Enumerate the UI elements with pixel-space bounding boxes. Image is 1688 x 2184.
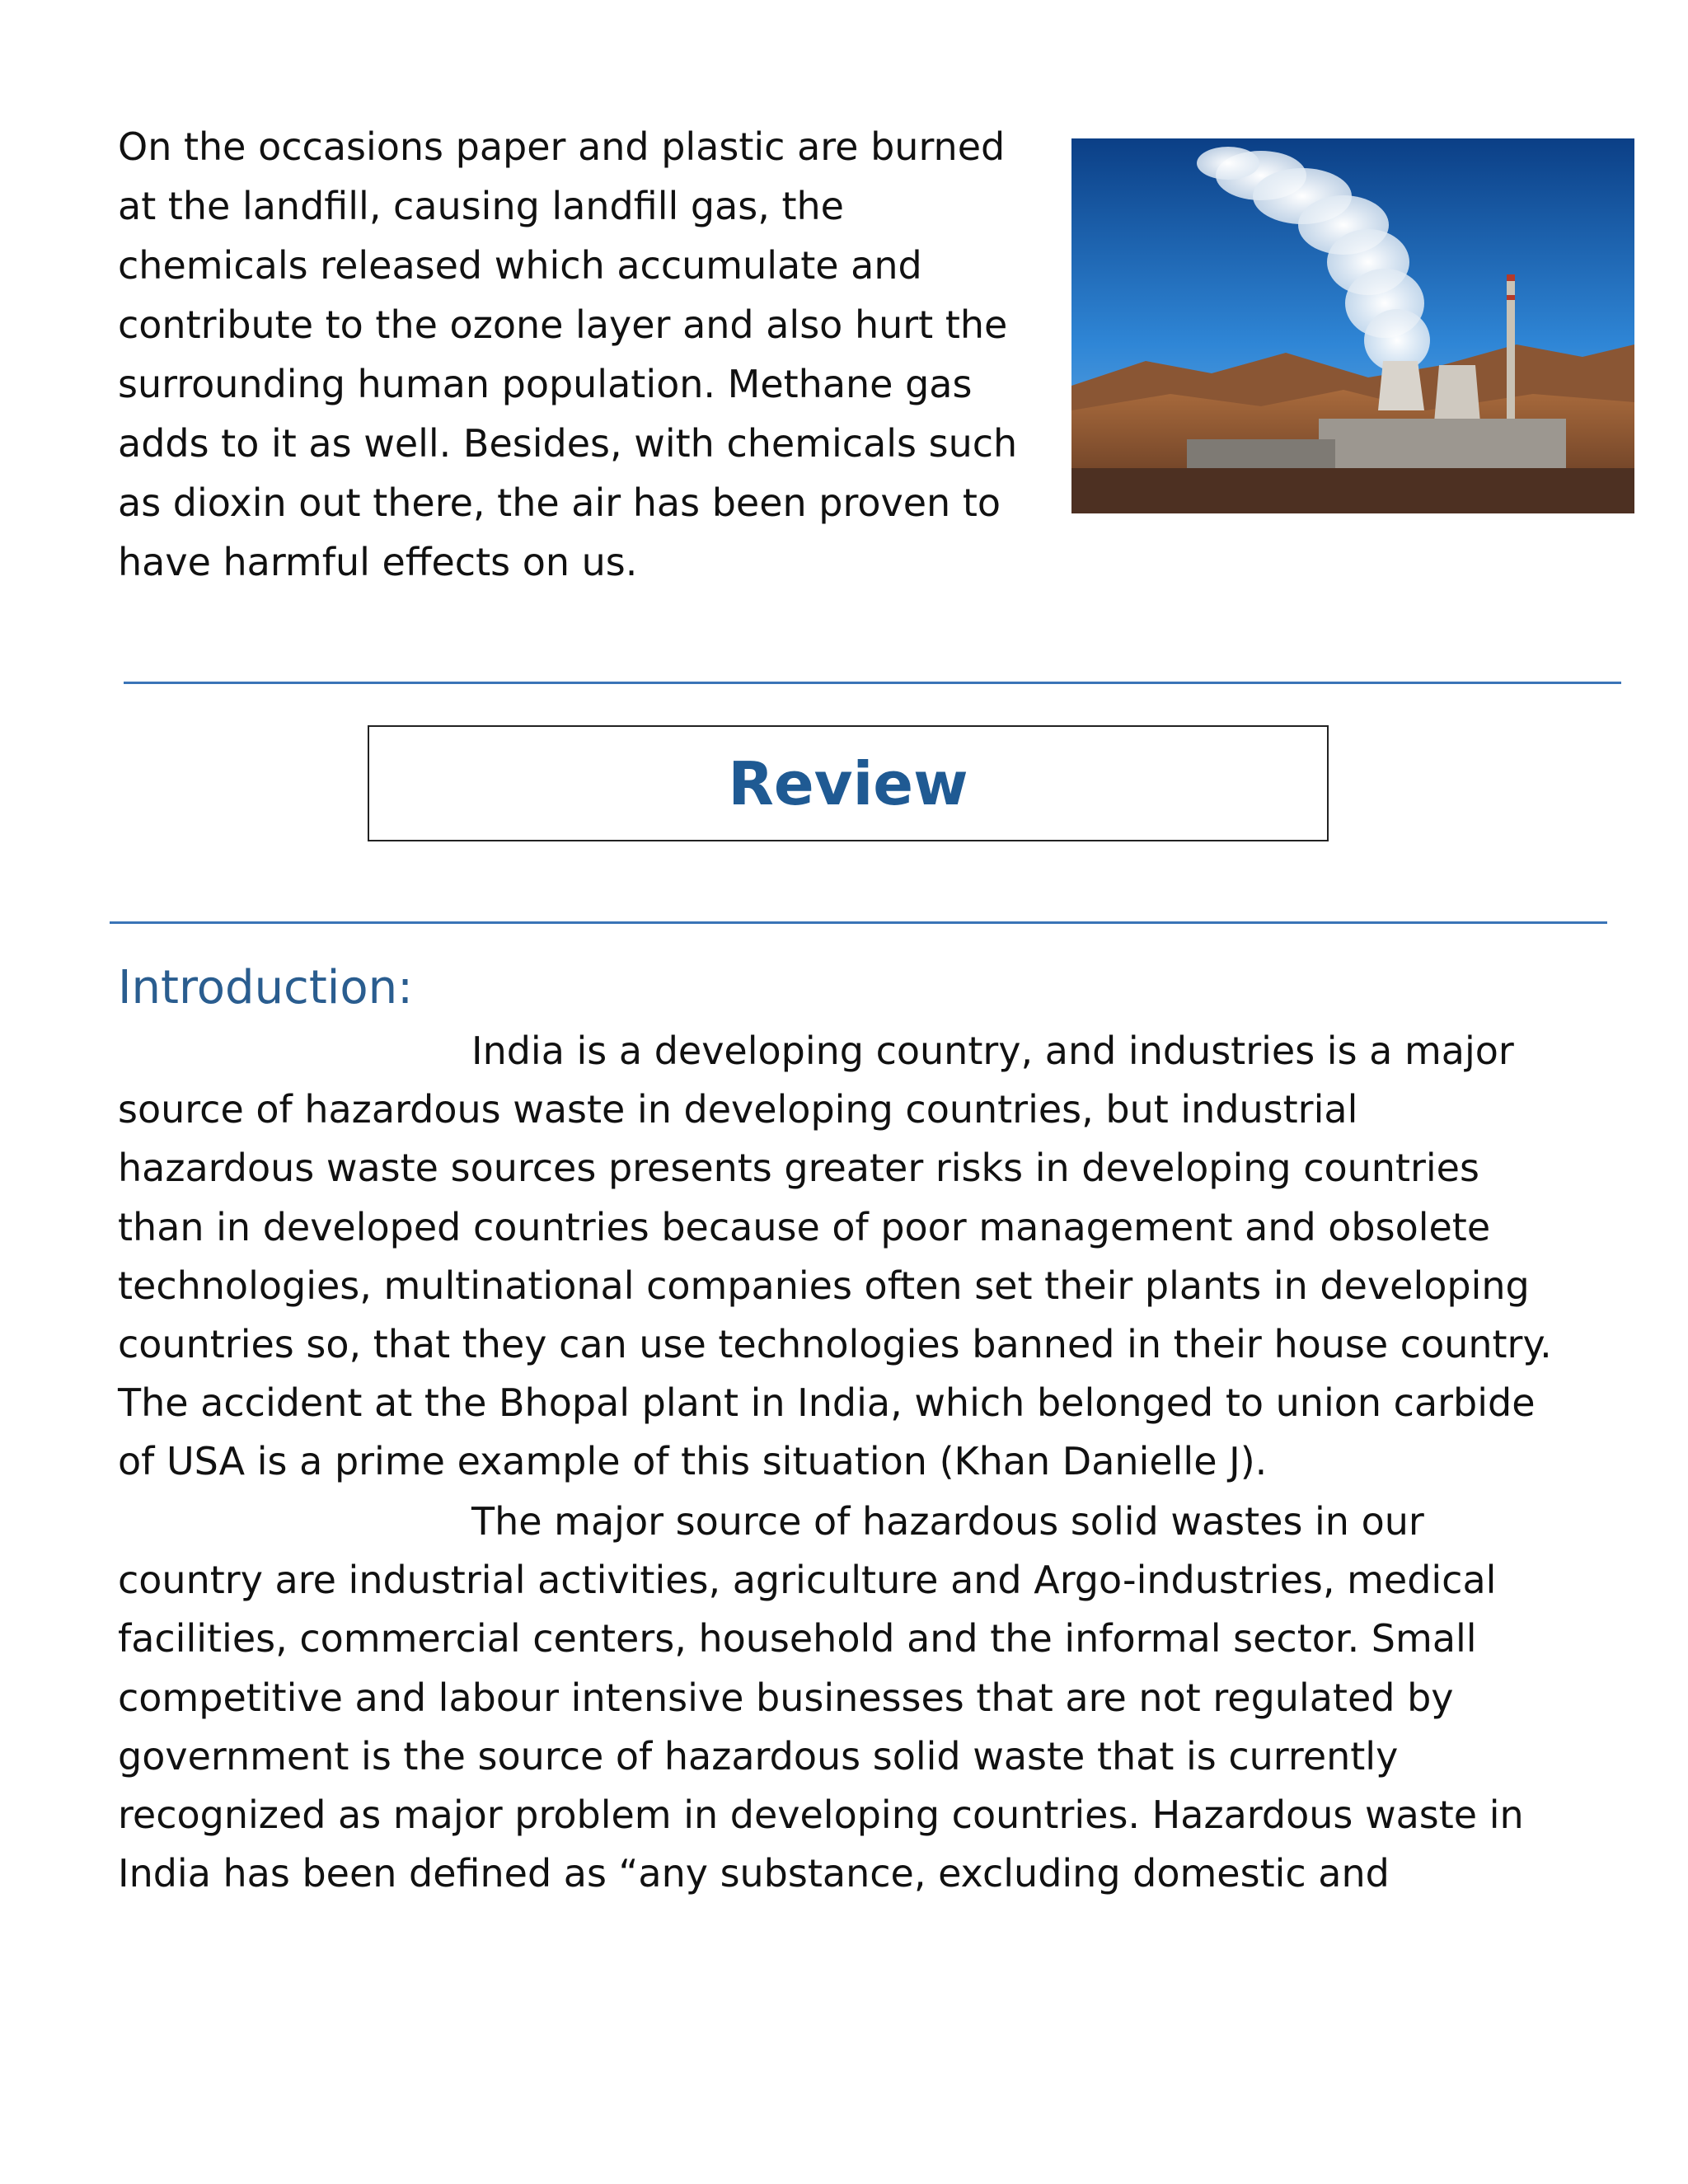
paragraph-line: as dioxin out there, the air has been proven to	[118, 480, 1001, 525]
paragraph-line: India is a developing country, and industries is a major	[471, 1029, 1514, 1073]
paragraph-line: The major source of hazardous solid wastes in our	[471, 1499, 1424, 1544]
section-title-box	[368, 725, 1329, 841]
paragraph-line: recognized as major problem in developing countries. Hazardous waste in	[118, 1793, 1524, 1838]
horizontal-rule	[110, 921, 1607, 924]
horizontal-rule	[124, 682, 1621, 684]
paragraph-line: India has been defined as “any substance, excluding domestic and	[118, 1851, 1390, 1896]
paragraph-line: source of hazardous waste in developing countries, but industrial	[118, 1087, 1358, 1132]
paragraph-line: countries so, that they can use technologies banned in their house country.	[118, 1322, 1552, 1367]
introduction-paragraph-1	[118, 1022, 1552, 1492]
paragraph-line: chemicals released which accumulate and	[118, 243, 922, 288]
paragraph-line: contribute to the ozone layer and also hurt the	[118, 302, 1008, 347]
paragraph-line: On the occasions paper and plastic are burned	[118, 124, 1006, 169]
paragraph-line: technologies, multinational companies often set their plants in developing	[118, 1263, 1530, 1308]
paragraph-line: hazardous waste sources presents greater risks in developing countries	[118, 1146, 1479, 1191]
power-plant-photo	[1071, 138, 1634, 513]
introduction-heading: Introduction:	[118, 961, 413, 1015]
paragraph-line: facilities, commercial centers, household and the informal sector. Small	[118, 1616, 1477, 1661]
paragraph-line: than in developed countries because of poor management and obsolete	[118, 1204, 1491, 1249]
paragraph-line: of USA is a prime example of this situation (Khan Danielle J).	[118, 1439, 1268, 1484]
introduction-paragraph-2	[118, 1493, 1524, 1903]
paragraph-line: surrounding human population. Methane gas	[118, 362, 973, 406]
paragraph-line: The accident at the Bhopal plant in India, which belonged to union carbide	[118, 1380, 1536, 1426]
top-paragraph	[118, 117, 1041, 592]
paragraph-line: government is the source of hazardous solid waste that is currently	[118, 1733, 1399, 1779]
paragraph-line: have harmful effects on us.	[118, 540, 638, 584]
section-title: Review	[728, 749, 968, 818]
paragraph-line: competitive and labour intensive businesses that are not regulated by	[118, 1675, 1454, 1720]
paragraph-line: at the landfill, causing landfill gas, the	[118, 184, 844, 228]
paragraph-line: adds to it as well. Besides, with chemicals such	[118, 421, 1018, 466]
paragraph-line: country are industrial activities, agriculture and Argo-industries, medical	[118, 1558, 1497, 1603]
